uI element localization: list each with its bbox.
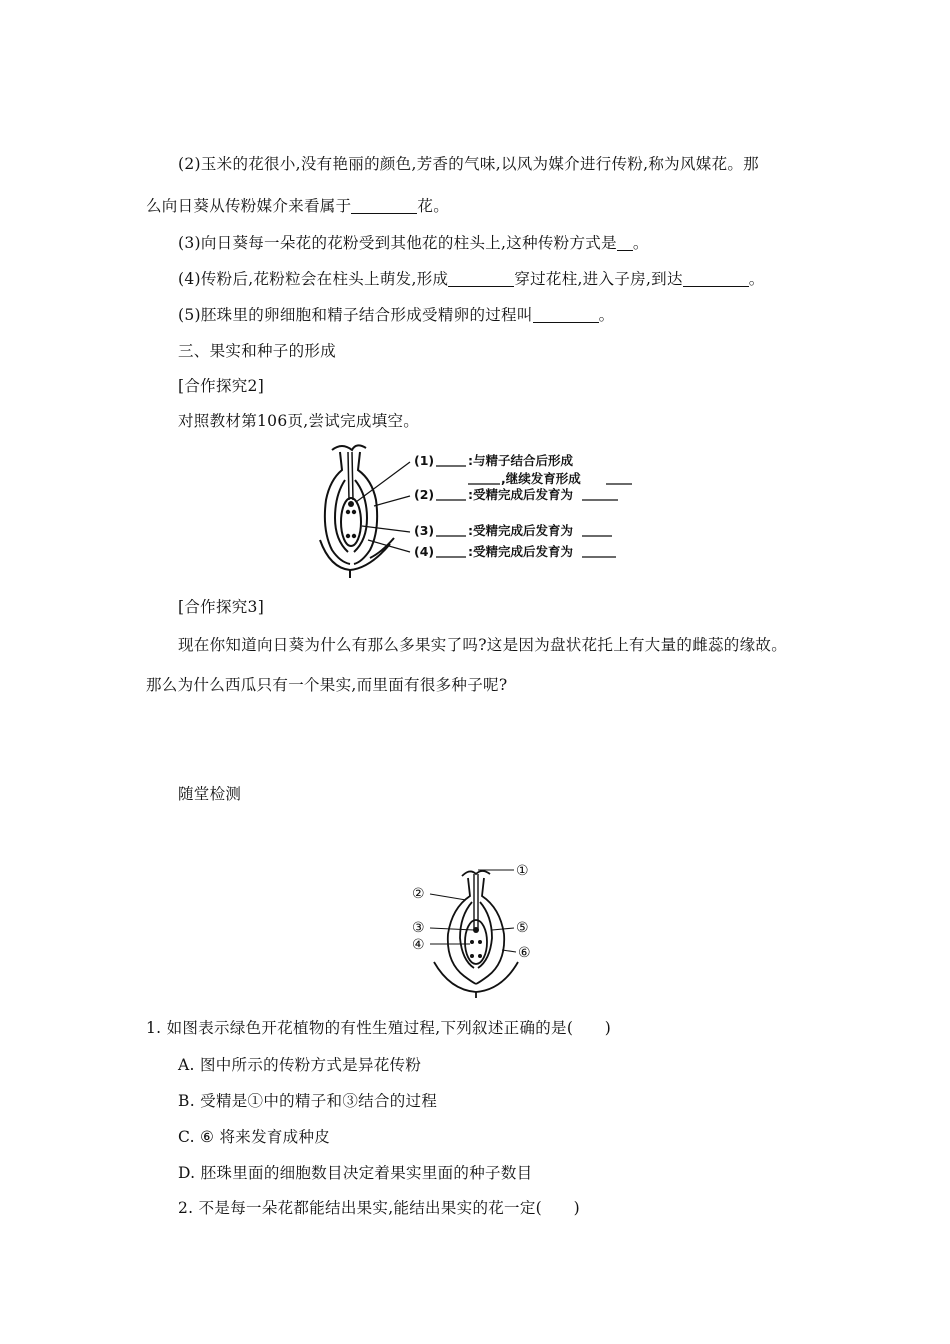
quiz-option-d[interactable]: D. 胚珠里面的细胞数目决定着果实里面的种子数目 (178, 1164, 533, 1182)
question-2-line-2: 么向日葵从传粉媒介来看属于 花。 (146, 197, 450, 215)
question-2-line-1: (2)玉米的花很小,没有艳丽的颜色,芳香的气味,以风为媒介进行传粉,称为风媒花。那 (178, 155, 759, 173)
figure-label-2-num: (2) (414, 487, 435, 502)
answer-blank[interactable] (683, 271, 749, 288)
diagram-label-2: ② (412, 886, 425, 902)
answer-blank[interactable] (448, 271, 514, 288)
diagram-label-5: ⑤ (516, 920, 529, 936)
diagram-label-6: ⑥ (518, 945, 531, 961)
figure-label-4-text: :受精完成后发育为 (468, 544, 573, 559)
quiz-option-a[interactable]: A. 图中所示的传粉方式是异花传粉 (178, 1056, 422, 1074)
diagram-label-3: ③ (412, 920, 425, 936)
figure-label-1-text: :与精子结合后形成 (468, 453, 573, 468)
figure-label-1-num: (1) (414, 453, 435, 468)
figure-label-3-text: :受精完成后发育为 (468, 523, 573, 538)
answer-blank[interactable] (351, 198, 417, 215)
question-4: (4)传粉后,花粉粒会在柱头上萌发,形成 穿过花柱,进入子房,到达 。 (178, 270, 765, 288)
figure-label-1-text2: ,继续发育形成 (501, 471, 581, 486)
figure-label-2-text: :受精完成后发育为 (468, 487, 573, 502)
answer-blank[interactable] (533, 307, 599, 324)
section-3-heading: 三、果实和种子的形成 (178, 342, 337, 360)
quiz-question-2: 2. 不是每一朵花都能结出果实,能结出果实的花一定( ) (178, 1199, 580, 1217)
pistil-diagram (310, 440, 640, 580)
diagram-label-1: ① (516, 863, 529, 879)
question-5: (5)胚珠里的卵细胞和精子结合形成受精卵的过程叫 。 (178, 306, 615, 324)
diagram-label-4: ④ (412, 937, 425, 953)
quiz-heading: 随堂检测 (178, 785, 242, 803)
explore-2-instruction: 对照教材第106页,尝试完成填空。 (178, 412, 420, 430)
flower-diagram (410, 858, 550, 998)
explore-3-line-2: 那么为什么西瓜只有一个果实,而里面有很多种子呢? (146, 676, 508, 694)
explore-3-line-1: 现在你知道向日葵为什么有那么多果实了吗?这是因为盘状花托上有大量的雌蕊的缘故。 (178, 636, 788, 654)
explore-3-label: [合作探究3] (178, 598, 265, 616)
question-3: (3)向日葵每一朵花的花粉受到其他花的柱头上,这种传粉方式是 。 (178, 234, 649, 252)
quiz-option-c[interactable]: C. ⑥ 将来发育成种皮 (178, 1128, 331, 1146)
answer-blank[interactable] (617, 235, 633, 252)
quiz-question-1: 1. 如图表示绿色开花植物的有性生殖过程,下列叙述正确的是( ) (146, 1019, 612, 1037)
figure-label-4-num: (4) (414, 544, 435, 559)
explore-2-label: [合作探究2] (178, 377, 265, 395)
figure-label-3-num: (3) (414, 523, 435, 538)
quiz-option-b[interactable]: B. 受精是①中的精子和③结合的过程 (178, 1092, 438, 1110)
